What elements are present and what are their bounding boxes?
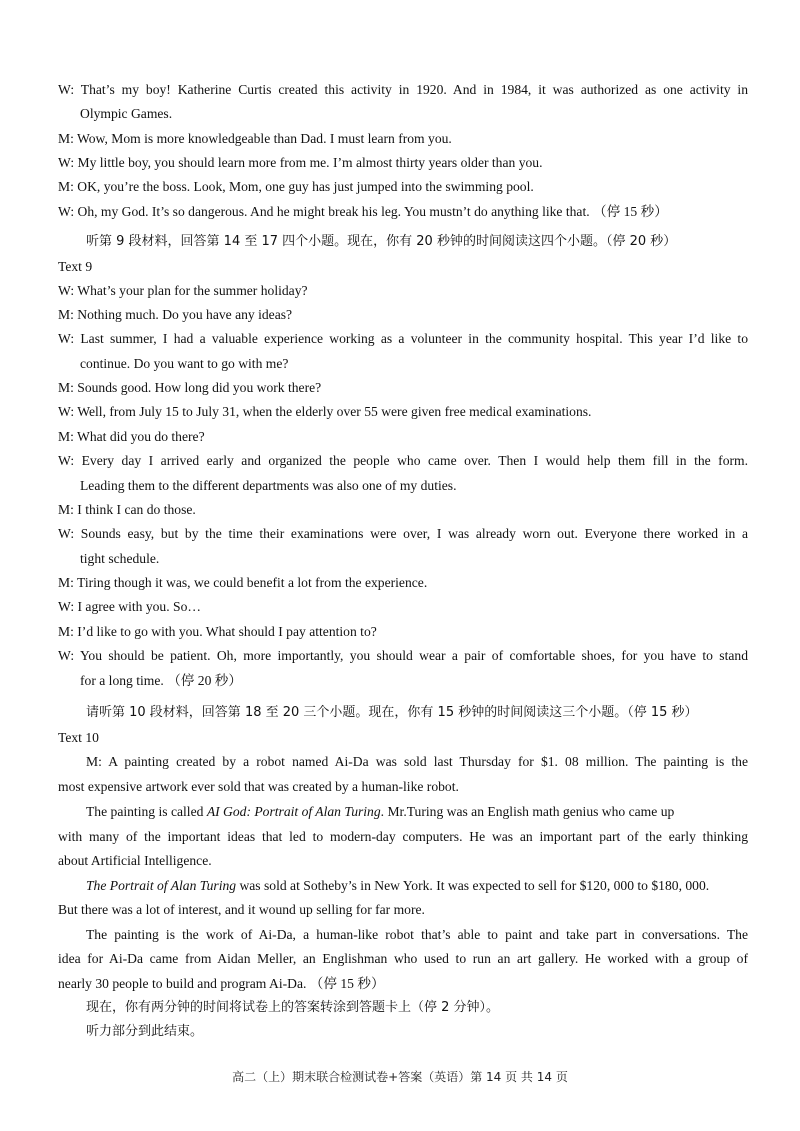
passage-line: most expensive artwork ever sold that was created by a human-like robot. [58,779,459,794]
dialogue-line: M: What did you do there? [58,429,205,444]
painting-title: AI God: Portrait of Alan Turing [206,804,381,819]
dialogue-line: M: Tiring though it was, we could benefit a lot from the experience. [58,575,428,590]
dialogue-line: W: What’s your plan for the summer holiday? [58,283,308,298]
dialogue-line: W: You should be patient. Oh, more importantly, you should wear a pair of comfortable shoes, for you have to stand [58,648,748,663]
passage-line [86,877,748,895]
section-title-text-9: Text 9 [58,259,93,274]
dialogue-line: W: Well, from July 15 to July 31, when the elderly over 55 were given free medical examinations. [58,404,592,419]
passage-text: The painting is called [86,804,204,819]
instruction-text-10: 请听第 10 段材料，回答第 18 至 20 三个小题。现在，你有 15 秒钟的时间阅读这三个小题。（停 15 秒） [86,705,698,720]
passage-line: with many of the important ideas that led to modern-day computers. He was an important part of the early thinking [58,829,748,844]
dialogue-line: W: I agree with you. So… [58,599,201,614]
listening-end-text: 听力部分到此结束。 [86,1024,204,1039]
dialogue-line: M: I think I can do those. [58,502,196,517]
dialogue-line: Olympic Games. [80,106,173,121]
section-title-text-10: Text 10 [58,730,99,745]
dialogue-line: W: Oh, my God. It’s so dangerous. And he might break his leg. You mustn’t do anything like that. （停 15 秒） [58,204,668,219]
dialogue-line: tight schedule. [80,551,160,566]
passage-text: was sold at Sotheby’s in New York. It was expected to sell for $120, 000 to $180, 000. [236,878,710,893]
dialogue-line: Leading them to the different departments was also one of my duties. [80,478,457,493]
dialogue-line: W: My little boy, you should learn more from me. I’m almost thirty years older than you. [58,155,543,170]
passage-line: The painting is the work of Ai-Da, a human-like robot that’s able to paint and take part in conversations. The [86,927,748,942]
passage-line: nearly 30 people to build and program Ai-Da. （停 15 秒） [58,976,385,991]
dialogue-line: M: OK, you’re the boss. Look, Mom, one guy has just jumped into the swimming pool. [58,179,534,194]
dialogue-line: M: I’d like to go with you. What should I pay attention to? [58,624,377,639]
dialogue-line: W: That’s my boy! Katherine Curtis created this activity in 1920. And in 1984, it was authorized as one activity in [58,82,748,97]
dialogue-line: for a long time. （停 20 秒） [80,673,242,688]
page-footer: 高二（上）期末联合检测试卷+答案（英语）第 14 页 共 14 页 [232,1070,568,1084]
passage-line [86,803,748,821]
dialogue-line: continue. Do you want to go with me? [80,356,289,371]
painting-title: The Portrait of Alan Turing [86,878,237,893]
dialogue-line: W: Every day I arrived early and organized the people who came over. Then I would help them fill in the form. [58,453,748,468]
dialogue-line: W: Sounds easy, but by the time their examinations were over, I was already worn out. Everyone there worked in a [58,526,748,541]
passage-line: about Artificial Intelligence. [58,853,212,868]
dialogue-line: W: Last summer, I had a valuable experience working as a volunteer in the community hospital. This year I’d like to [58,331,748,346]
passage-text: . Mr.Turing was an English math genius who came up [380,804,675,819]
transfer-answer-instruction: 现在，你有两分钟的时间将试卷上的答案转涂到答题卡上（停 2 分钟）。 [86,1000,500,1015]
dialogue-line: M: Sounds good. How long did you work there? [58,380,322,395]
instruction-text-9: 听第 9 段材料，回答第 14 至 17 四个小题。现在，你有 20 秒钟的时间阅读这四个小题。（停 20 秒） [86,234,677,249]
passage-line: M: A painting created by a robot named Ai-Da was sold last Thursday for $1. 08 million. The painting is the [86,754,748,769]
passage-line: But there was a lot of interest, and it wound up selling for far more. [58,902,425,917]
passage-line: idea for Ai-Da came from Aidan Meller, an Englishman who used to run an art gallery. He worked with a group of [58,951,748,966]
dialogue-line: M: Nothing much. Do you have any ideas? [58,307,293,322]
dialogue-line: M: Wow, Mom is more knowledgeable than Dad. I must learn from you. [58,131,452,146]
